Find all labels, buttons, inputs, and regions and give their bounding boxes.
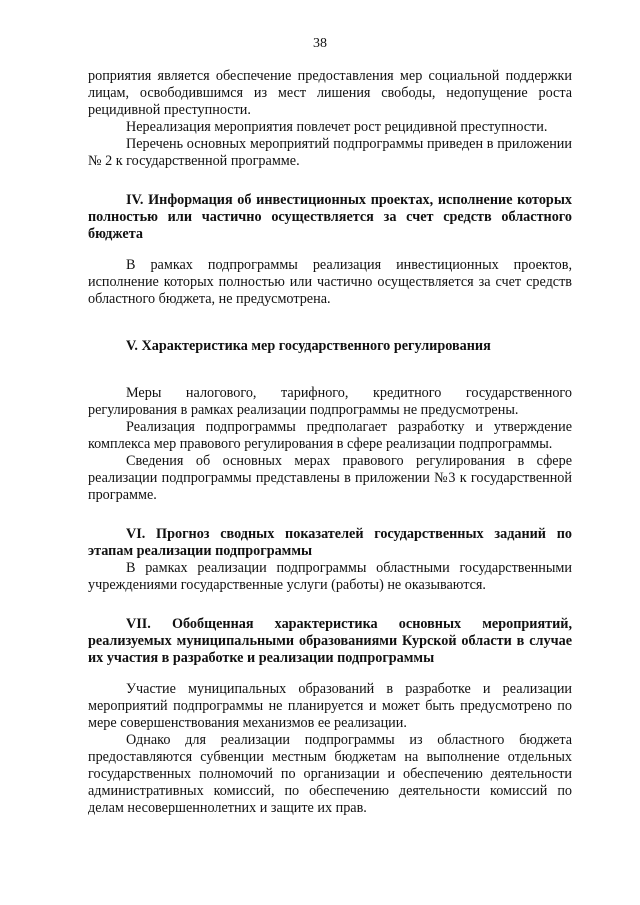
page-number: 38 xyxy=(313,36,327,51)
paragraph: Нереализация мероприятия повлечет рост рецидивной преступности. xyxy=(126,119,548,135)
section-heading-iv: IV. Информация об инвестиционных проектах, исполнение которых полностью или частично осуществляется за счет средств областного бюджета xyxy=(88,192,572,242)
document-body xyxy=(88,68,572,817)
section-heading-vi: VI. Прогноз сводных показателей государственных заданий по этапам реализации подпрограммы xyxy=(88,526,572,559)
paragraph: В рамках реализации подпрограммы областными государственными учреждениями государственные услуги (работы) не оказываются. xyxy=(88,560,572,593)
paragraph: Однако для реализации подпрограммы из областного бюджета предоставляются субвенции местным бюджетам на выполнение отдельных государственных полномочий по организации и обеспечению деятельности административных комиссий, по обеспечению деятельности комиссий по делам несовершеннолетних и защите их прав. xyxy=(88,732,572,816)
paragraph: Перечень основных мероприятий подпрограммы приведен в приложении № 2 к государственной программе. xyxy=(88,136,572,169)
paragraph: роприятия является обеспечение предоставления мер социальной поддержки лицам, освободившимся из мест лишения свободы, недопущение роста рецидивной преступности. xyxy=(88,68,572,118)
section-heading-vii: VII. Обобщенная характеристика основных мероприятий, реализуемых муниципальными образованиями Курской области в случае их участия в разработке и реализации подпрограммы xyxy=(88,616,572,666)
paragraph: Участие муниципальных образований в разработке и реализации мероприятий подпрограммы не планируется и может быть предусмотрено по мере совершенствования механизмов ее реализации. xyxy=(88,681,572,731)
paragraph: В рамках подпрограммы реализация инвестиционных проектов, исполнение которых полностью или частично осуществляется за счет средств областного бюджета, не предусмотрена. xyxy=(88,257,572,307)
paragraph: Реализация подпрограммы предполагает разработку и утверждение комплекса мер правового регулирования в сфере реализации подпрограммы. xyxy=(88,419,572,452)
paragraph: Сведения об основных мерах правового регулирования в сфере реализации подпрограммы представлены в приложении №3 к государственной программе. xyxy=(88,453,572,503)
paragraph: Меры налогового, тарифного, кредитного государственного регулирования в рамках реализации подпрограммы не предусмотрены. xyxy=(88,385,572,418)
section-heading-v: V. Характеристика мер государственного регулирования xyxy=(126,338,491,354)
